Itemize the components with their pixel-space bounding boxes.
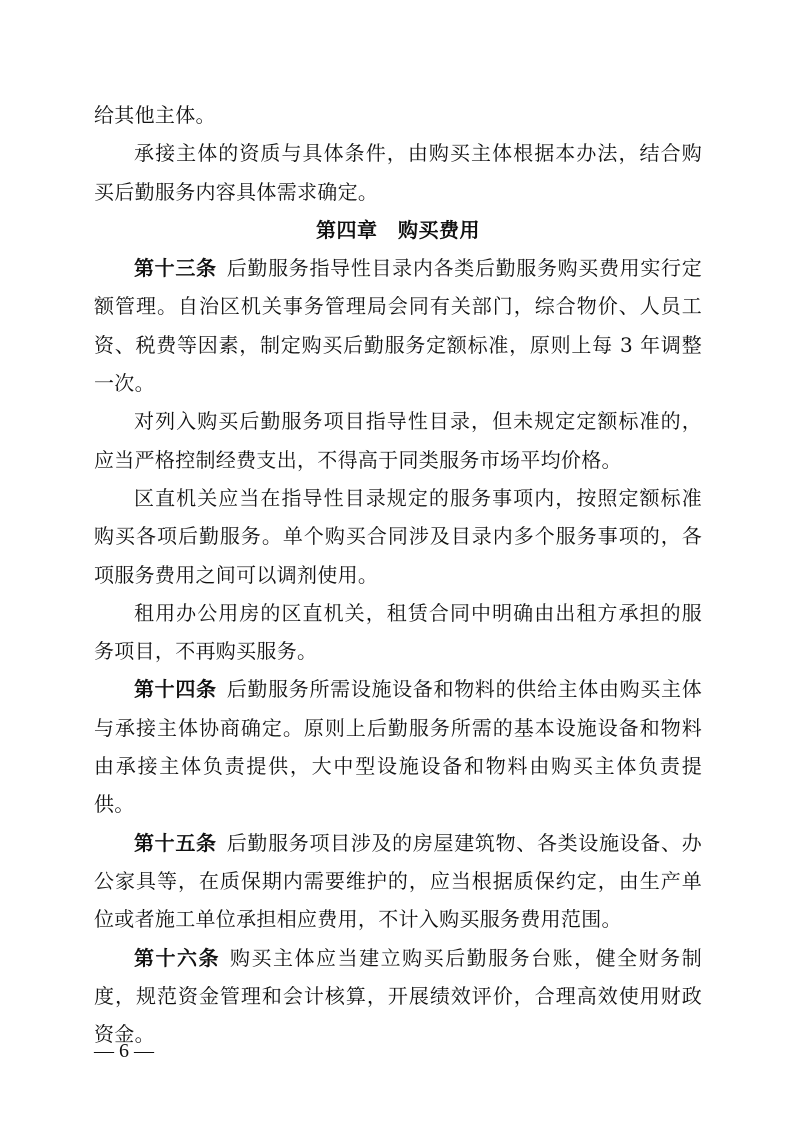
paragraph-qualification: 承接主体的资质与具体条件，由购买主体根据本办法，结合购买后勤服务内容具体需求确定。	[94, 141, 702, 204]
article-13-body: 后勤服务指导性目录内各类后勤服务购买费用实行定额管理。自治区机关事务管理局会同有关部门，综合物价、人员工资、税费等因素，制定购买后勤服务定额标准，原则上每 3 年调整一次。	[94, 256, 703, 396]
article-14-body: 后勤服务所需设施设备和物料的供给主体由购买主体与承接主体协商确定。原则上后勤服务所需的基本设施设备和物料由承接主体负责提供，大中型设施设备和物料由购买主体负责提供。	[94, 677, 703, 817]
chapter-title: 第四章 购买费用	[316, 217, 480, 242]
article-15-body: 后勤服务项目涉及的房屋建筑物、各类设施设备、办公家具等，在质保期内需要维护的，应当根据质保约定，由生产单位或者施工单位承担相应费用，不计入购买服务费用范围。	[94, 830, 703, 932]
article-15	[94, 824, 702, 939]
article-16-body: 购买主体应当建立购买后勤服务台账，健全财务制度，规范资金管理和会计核算，开展绩效评价，合理高效使用财政资金。	[94, 945, 702, 1047]
article-14-title: 第十四条	[134, 677, 217, 702]
article-13-title: 第十三条	[134, 256, 217, 281]
article-16	[94, 939, 702, 1054]
page-number: — 6 —	[94, 1040, 154, 1062]
paragraph-unlisted-items: 对列入购买后勤服务项目指导性目录，但未规定定额标准的，应当严格控制经费支出，不得高于同类服务市场平均价格。	[94, 409, 702, 472]
paragraph-rented-offices: 租用办公用房的区直机关，租赁合同中明确由出租方承担的服务项目，不再购买服务。	[94, 600, 702, 664]
article-15-title: 第十五条	[134, 830, 217, 855]
article-13	[94, 249, 702, 402]
article-14	[94, 670, 702, 823]
paragraph-continuation: 给其他主体。	[94, 103, 216, 127]
document-body	[94, 96, 702, 1053]
article-16-title: 第十六条	[134, 945, 221, 970]
paragraph-service-scope: 区直机关应当在指导性目录规定的服务事项内，按照定额标准购买各项后勤服务。单个购买合同涉及目录内多个服务事项的，各项服务费用之间可以调剂使用。	[94, 485, 702, 587]
